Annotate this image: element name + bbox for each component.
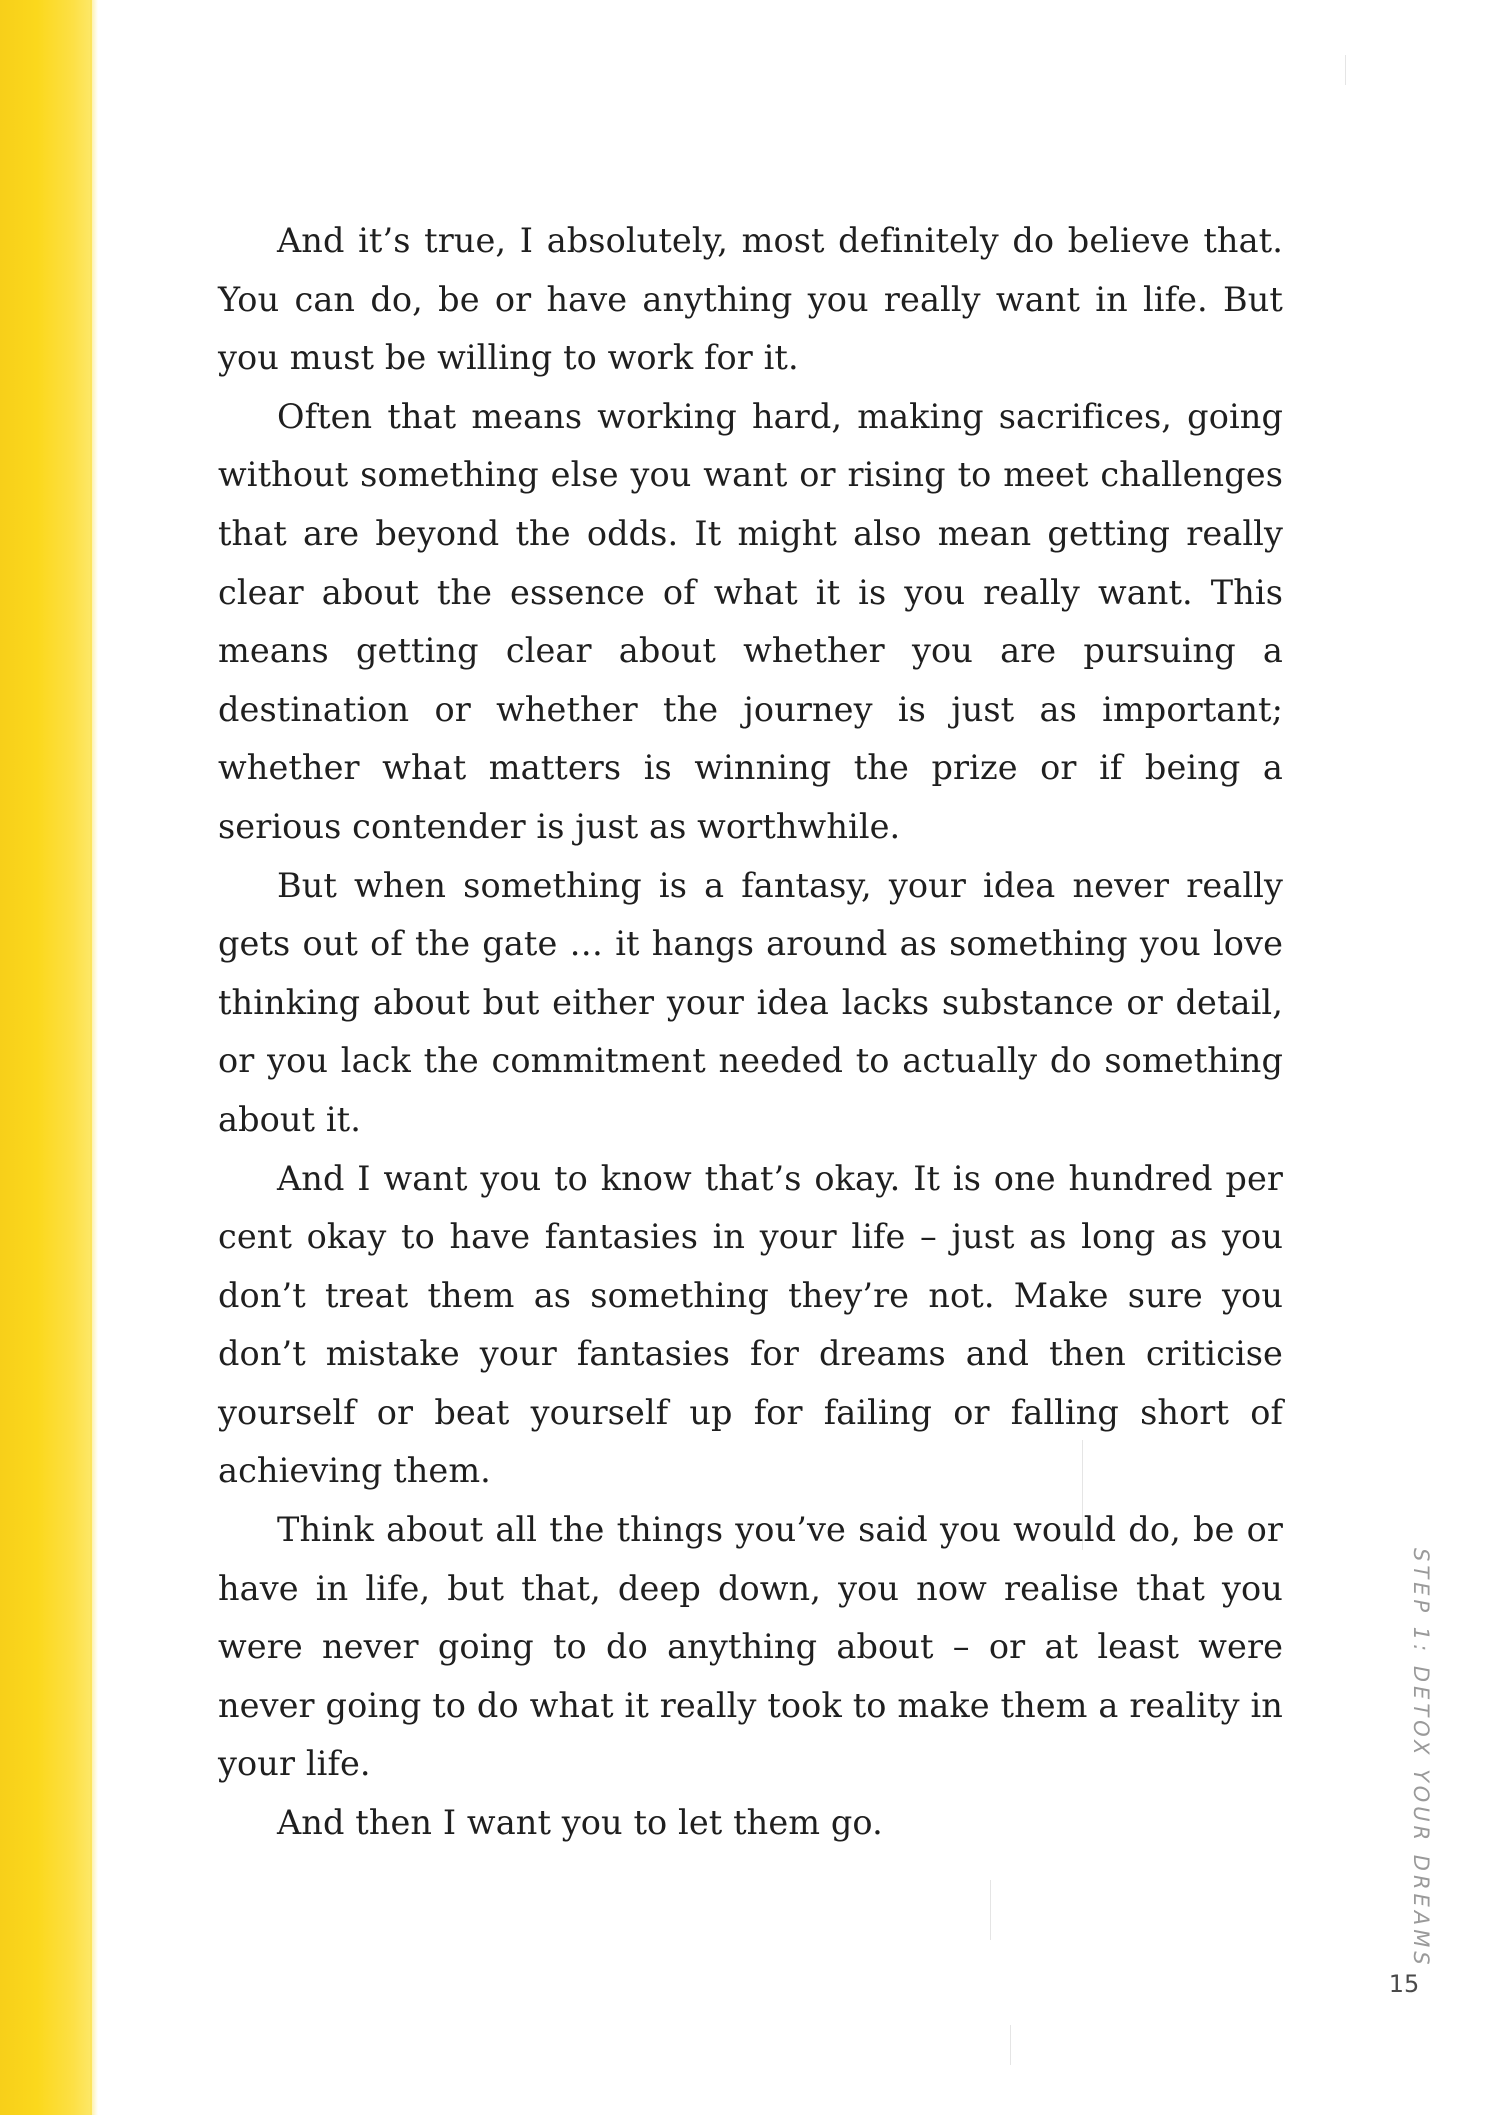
paper-scratch-mark bbox=[990, 1880, 991, 1940]
paragraph: Think about all the things you’ve said you would do, be or have in life, but that, deep down, you now realise that you were never going to do anything about – or at least were never going to do what it really took to make them a reality in your life. bbox=[218, 1510, 1283, 1784]
paragraph: And then I want you to let them go. bbox=[277, 1803, 883, 1843]
yellow-edge-band bbox=[0, 0, 92, 2115]
body-text bbox=[218, 212, 1283, 1853]
paper-scratch-mark bbox=[1345, 55, 1346, 85]
paragraph: And it’s true, I absolutely, most definitely do believe that. You can do, be or have anything you really want in life. But you must be willing to work for it. bbox=[218, 221, 1283, 378]
running-head: STEP 1: DETOX YOUR DREAMS bbox=[1409, 1548, 1433, 1969]
paragraph: And I want you to know that’s okay. It is one hundred per cent okay to have fantasies in your life – just as long as you don’t treat them as something they’re not. Make sure you don’t mistake your fantasies for dreams and then criticise yourself or beat yourself up for failing or falling short of achieving them. bbox=[218, 1158, 1283, 1491]
page-number: 15 bbox=[1388, 1970, 1420, 1998]
paper-scratch-mark bbox=[1010, 2025, 1011, 2065]
paragraph: But when something is a fantasy, your idea never really gets out of the gate … it hangs around as something you love thinking about but either your idea lacks substance or detail, or you lack the commitment needed to actually do something about it. bbox=[218, 865, 1283, 1139]
paragraph: Often that means working hard, making sacrifices, going without something else you want or rising to meet challenges that are beyond the odds. It might also mean getting really clear about the essence of what it is you really want. This means getting clear about whether you are pursuing a destination or whether the journey is just as important; whether what matters is winning the prize or if being a serious contender is just as worthwhile. bbox=[218, 396, 1283, 846]
